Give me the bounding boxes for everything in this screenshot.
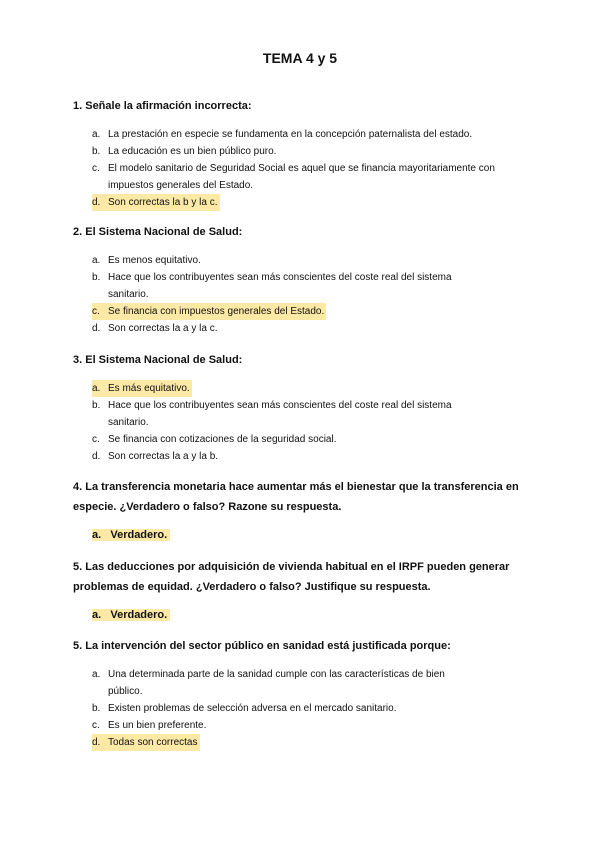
question-4: 4. La transferencia monetaria hace aumentar más el bienestar que la transferencia en especie. ¿Verdadero o falso? Razone su respuesta. bbox=[73, 481, 519, 513]
option-1d-correct: d. Son correctas la b y la c. bbox=[92, 194, 532, 211]
question-1-options bbox=[92, 126, 532, 211]
page-title: TEMA 4 y 5 bbox=[262, 50, 338, 66]
question-3: 3. El Sistema Nacional de Salud: bbox=[73, 354, 243, 366]
option-1b: b. La educación es un bien público puro. bbox=[92, 146, 277, 157]
option-1c: c. El modelo sanitario de Seguridad Social es aquel que se financia mayoritariamente con impuestos generales del Estado. bbox=[92, 163, 495, 191]
option-3c: c. Se financia con cotizaciones de la seguridad social. bbox=[92, 434, 337, 445]
option-3a-correct: a. Es más equitativo. bbox=[92, 380, 532, 397]
option-6a: a. Una determinada parte de la sanidad cumple con las características de bien público. bbox=[92, 669, 445, 697]
question-3-options bbox=[92, 380, 532, 465]
option-2c-correct: c. Se financia con impuestos generales del Estado. bbox=[92, 303, 532, 320]
option-6c: c. Es un bien preferente. bbox=[92, 720, 207, 731]
question-2: 2. El Sistema Nacional de Salud: bbox=[73, 226, 243, 238]
question-6: 5. La intervención del sector público en sanidad está justificada porque: bbox=[73, 640, 451, 652]
option-6b: b. Existen problemas de selección adversa en el mercado sanitario. bbox=[92, 703, 397, 714]
option-2a: a. Es menos equitativo. bbox=[92, 255, 201, 266]
option-2d: d. Son correctas la a y la c. bbox=[92, 323, 218, 334]
question-6-options bbox=[92, 666, 532, 751]
option-3b: b. Hace que los contribuyentes sean más conscientes del coste real del sistema sanitario. bbox=[92, 400, 452, 428]
answer-4: a. Verdadero. bbox=[92, 526, 170, 544]
question-2-options bbox=[92, 252, 532, 337]
option-1a: a. La prestación en especie se fundamenta en la concepción paternalista del estado. bbox=[92, 129, 473, 140]
question-1: 1. Señale la afirmación incorrecta: bbox=[73, 100, 252, 112]
option-3d: d. Son correctas la a y la b. bbox=[92, 451, 219, 462]
answer-5: a. Verdadero. bbox=[92, 606, 170, 624]
option-2b: b. Hace que los contribuyentes sean más conscientes del coste real del sistema sanitario. bbox=[92, 272, 452, 300]
option-6d-correct: d. Todas son correctas bbox=[92, 734, 532, 751]
question-5: 5. Las deducciones por adquisición de vivienda habitual en el IRPF pueden generar problemas de equidad. ¿Verdadero o falso? Justifique su respuesta. bbox=[73, 561, 510, 593]
